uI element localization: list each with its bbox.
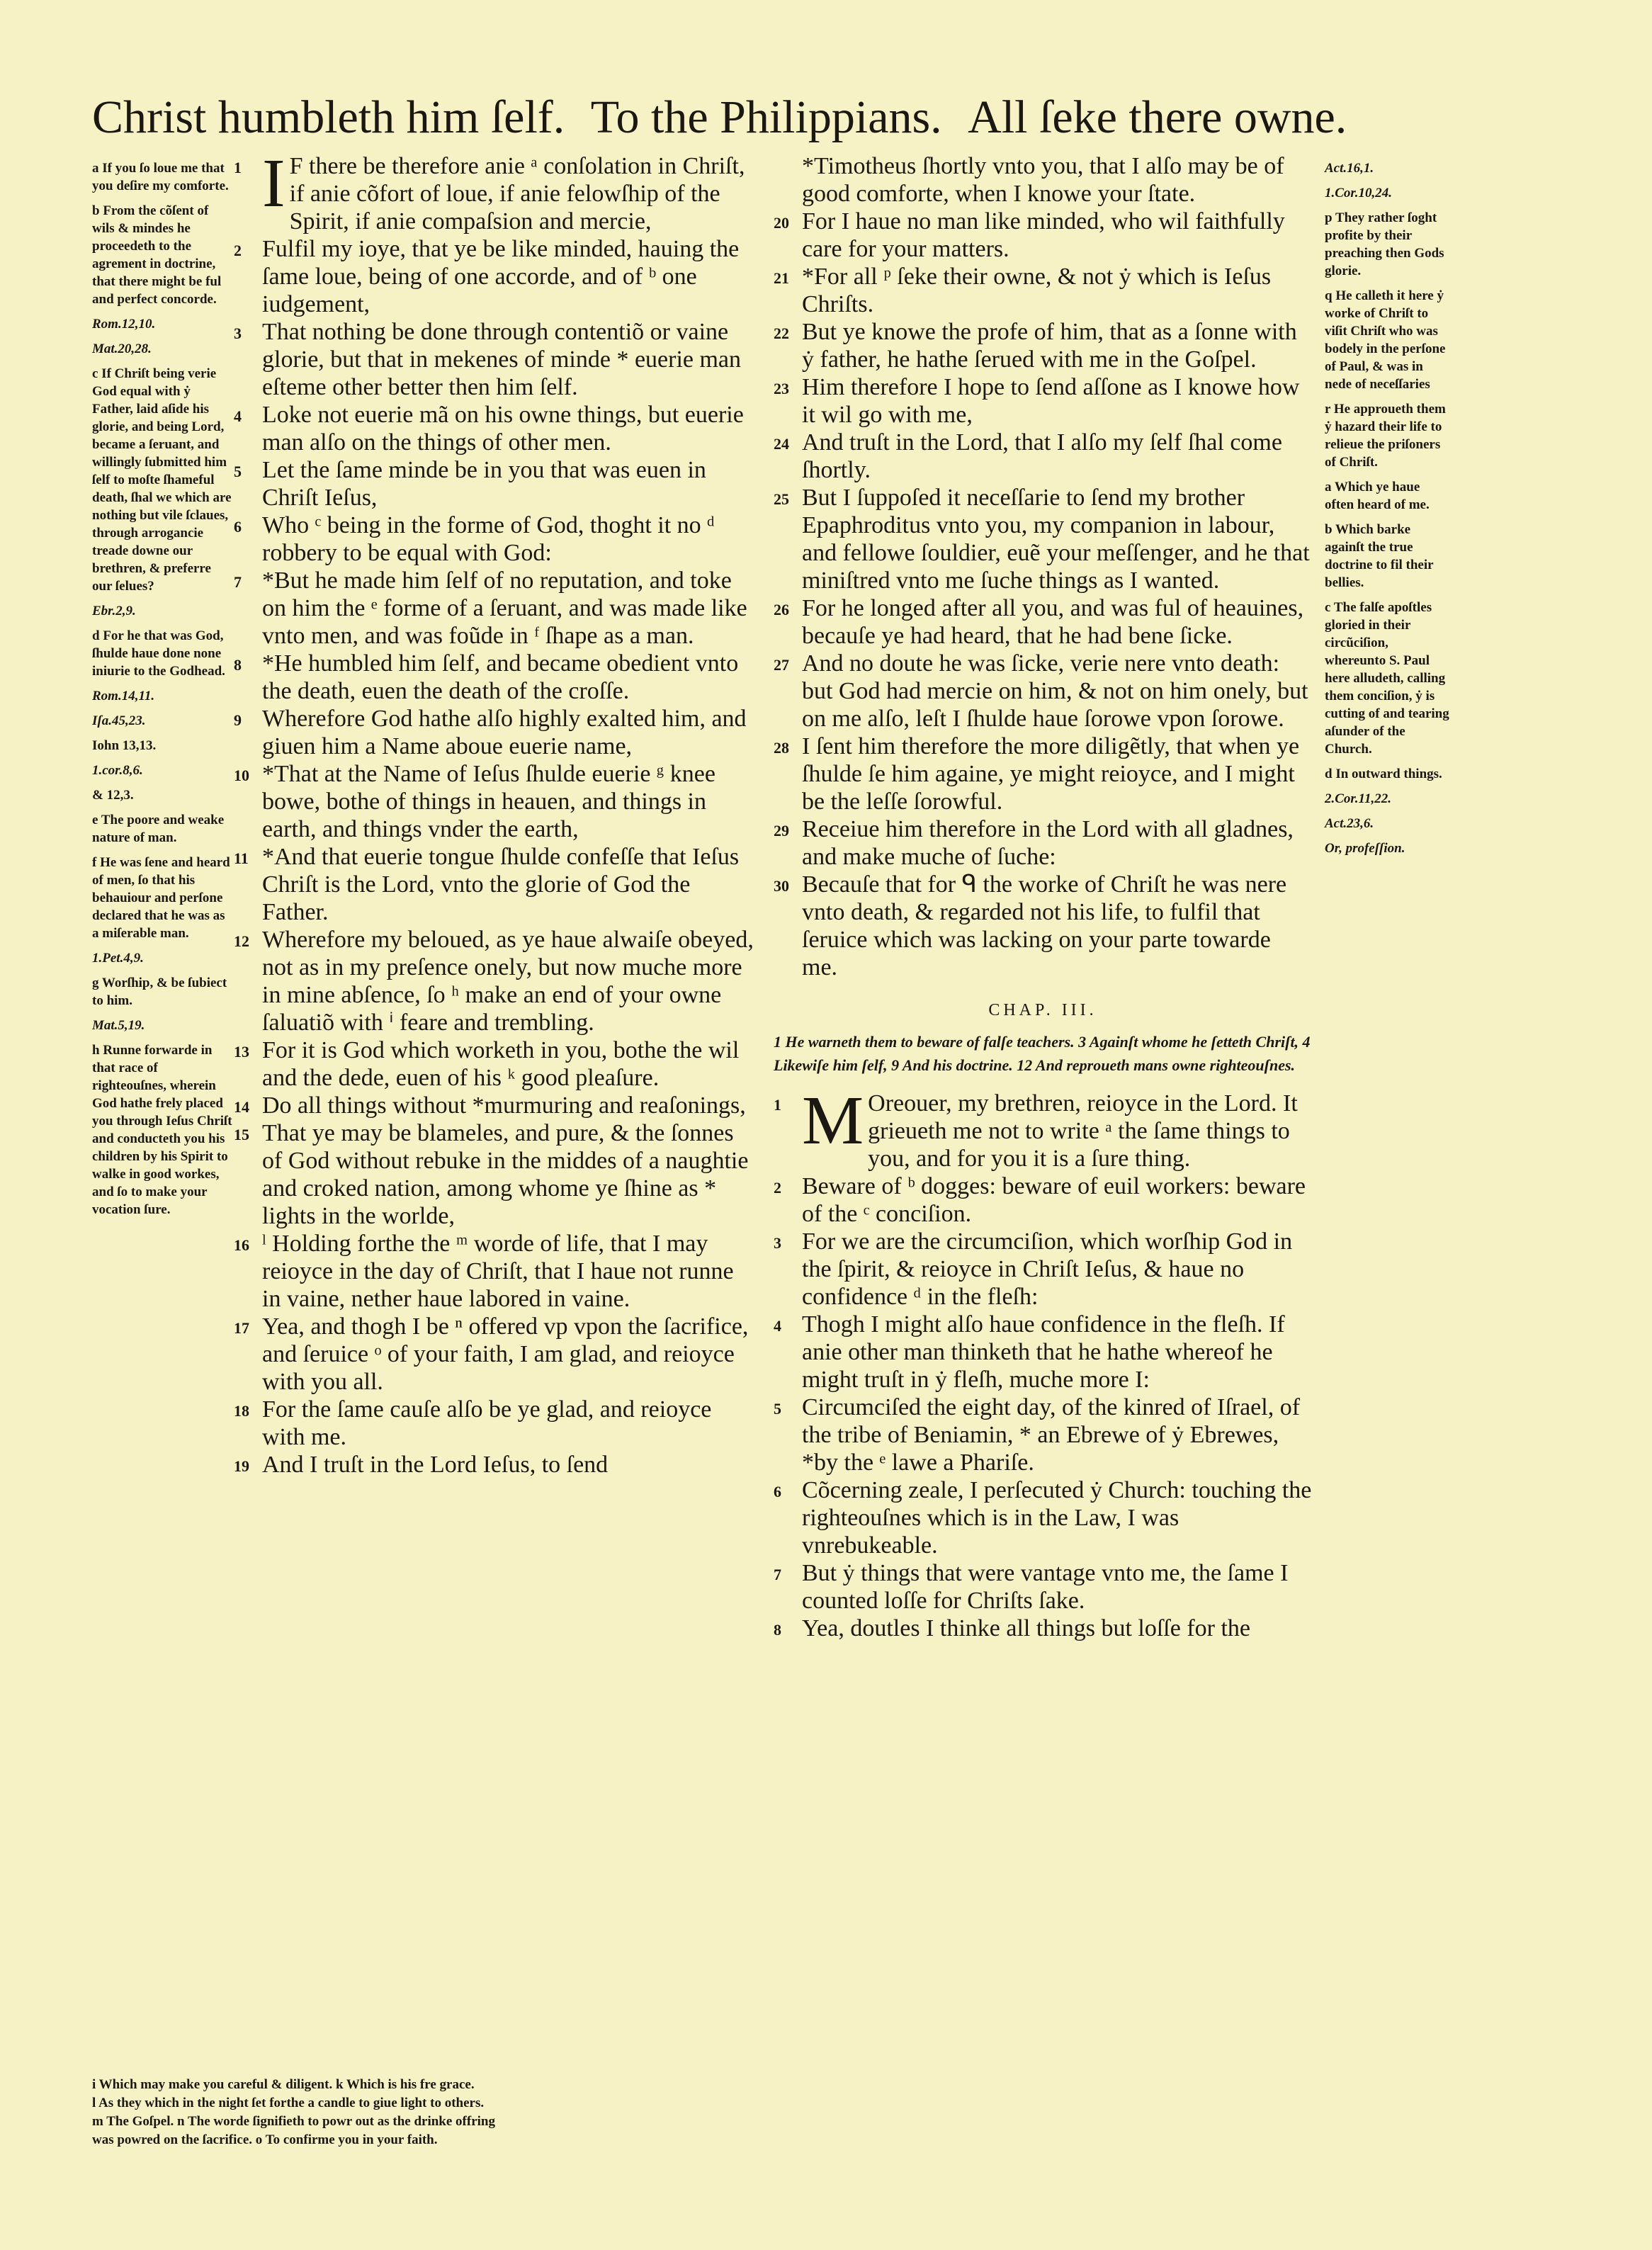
verse (234, 401, 758, 456)
verse-text: And I truſt in the Lord Ieſus, to ſend (262, 1452, 609, 1478)
verse-number: 26 (774, 601, 789, 618)
verse-text: And truſt in the Lord, that I alſo my ſelf ſhal come ſhortly. (802, 429, 1282, 483)
drop-cap: I (262, 145, 285, 222)
margin-note: f He was ſene and heard of men, ſo that his behauiour and perſone declared that he was as a miſerable man. (92, 855, 230, 941)
cross-reference: Or, profeſſion. (1325, 841, 1405, 856)
verse-number: 9 (234, 711, 242, 729)
margin-note: a If you ſo loue me that you deſire my comforte. (92, 161, 229, 193)
chapter-3-verses (774, 1082, 1312, 1642)
cross-reference: Iſa.45,23. (92, 713, 146, 728)
verse-text: For it is God which worketh in you, bothe the wil and the dede, euen of his ᵏ good pleaſure. (262, 1037, 740, 1091)
margin-note: p They rather ſoght profite by their preaching then Gods glorie. (1325, 210, 1444, 278)
verse-text: But I ſuppoſed it neceſſarie to ſend my brother Epaphroditus vnto you, my companion in labour, and fellowe ſouldier, euẽ your meſſenger, and he that miniſtred vnto me ſuche things as I wanted. (802, 485, 1310, 594)
verse-text: For the ſame cauſe alſo be ye glad, and reioyce with me. (262, 1396, 712, 1450)
verse (774, 152, 1312, 208)
margin-note: e The poore and weake nature of man. (92, 813, 225, 845)
right-text-column (774, 152, 1312, 1642)
verse (774, 1476, 1312, 1559)
verse (234, 235, 758, 318)
verse (774, 815, 1312, 871)
verse (774, 208, 1312, 263)
verse-number: 2 (234, 242, 242, 259)
verse (234, 1230, 758, 1313)
verse (234, 318, 758, 401)
verse (234, 705, 758, 760)
verse-text: Let the ſame minde be in you that was euen in Chriſt Ieſus, (262, 457, 706, 511)
verse-number: 1 (774, 1096, 781, 1114)
margin-note: g Worſhip, & be ſubiect to him. (92, 976, 227, 1008)
cross-reference: 1.Cor.10,24. (1325, 186, 1393, 200)
verse-text: But ẏ things that were vantage vnto me, the ſame I counted loſſe for Chriſts ſake. (802, 1560, 1289, 1614)
footnote-line: i Which may make you careful & diligent. k Which is his fre grace. (92, 2077, 475, 2092)
verse-number: 13 (234, 1043, 249, 1061)
verse-text: *That at the Name of Ieſus ſhulde euerie ᵍ knee bowe, bothe of things in heauen, and things in earth, and things vnder the earth, (262, 761, 715, 842)
verse (774, 1311, 1312, 1393)
verse-text: *And that euerie tongue ſhulde confeſſe that Ieſus Chriſt is the Lord, vnto the glorie of God the Father. (262, 844, 740, 925)
verse-number: 6 (774, 1483, 781, 1500)
cross-reference: Mat.5,19. (92, 1018, 145, 1033)
verse-number: 6 (234, 518, 242, 536)
verse (234, 1313, 758, 1396)
verse-number: 16 (234, 1236, 249, 1254)
verse-text: Cõcerning zeale, I perſecuted ẏ Church: touching the righteouſnes which is in the Law, I was vnrebukeable. (802, 1477, 1312, 1559)
verse-text: Loke not euerie mã on his owne things, but euerie man alſo on the things of other men. (262, 402, 744, 456)
verse (234, 145, 758, 235)
verse-number: 12 (234, 932, 249, 950)
verse-text: But ye knowe the profe of him, that as a ſonne with ẏ father, he hathe ſerued with me in the Goſpel. (802, 319, 1297, 373)
verse-number: 29 (774, 822, 789, 839)
margin-note: h Runne forwarde in that race of righteouſnes, wherein God hathe frely placed you through Ieſus Chriſt and conducteth you his children by his Spirit to walke in good workes, and ſo to make your vocation ſure. (92, 1043, 232, 1217)
verse-text: Yea, and thogh I be ⁿ offered vp vpon the ſacrifice, and ſeruice ᵒ of your faith, I am glad, and reioyce with you all. (262, 1313, 749, 1395)
verse-text: That ye may be blameles, and pure, & the ſonnes of God without rebuke in the middes of a naughtie and croked nation, among whome ye ſhine as * lights in the worlde, (262, 1120, 749, 1229)
verse-number: 28 (774, 739, 789, 757)
verse-number: 22 (774, 324, 789, 342)
footnotes (92, 2076, 758, 2149)
chapter-2-continuation (774, 152, 1312, 981)
verse-number: 7 (774, 1566, 781, 1583)
verse-text: Becauſe that for ᑫ the worke of Chriſt he was nere vnto death, & regarded not his life, to fulfil that ſeruice which was lacking on your parte towarde me. (802, 871, 1287, 980)
verse (234, 1396, 758, 1451)
verse-number: 25 (774, 490, 789, 508)
verse-number: 3 (774, 1234, 781, 1252)
verse-text: Oreouer, my brethren, reioyce in the Lord. It grieueth me not to write ᵃ the ſame things to you, and for you it is a ſure thing. (868, 1090, 1298, 1172)
verse-number: 18 (234, 1402, 249, 1420)
verse-text: For I haue no man like minded, who wil faithfully care for your matters. (802, 208, 1285, 262)
verse-number: 21 (774, 269, 789, 287)
verse-number: 1 (234, 159, 242, 176)
verse-text: *He humbled him ſelf, and became obedient vnto the death, euen the death of the croſſe. (262, 650, 739, 704)
verse (774, 1615, 1312, 1642)
margin-note: c The falſe apoſtles gloried in their circũciſion, whereunto S. Paul here alludeth, calling them conciſion, ẏ is cutting of and tearing aſunder of the Church. (1325, 600, 1449, 757)
verse (234, 511, 758, 567)
verse-number: 7 (234, 573, 242, 591)
margin-note: d In outward things. (1325, 767, 1442, 781)
header-right: All ſeke there owne. (968, 91, 1347, 143)
verse (234, 1036, 758, 1092)
verse-number: 20 (774, 214, 789, 232)
verse (234, 760, 758, 843)
verse (234, 1451, 758, 1479)
margin-note: r He approueth them ẏ hazard their life to relieue the priſoners of Chriſt. (1325, 402, 1446, 470)
verse (234, 567, 758, 650)
verse (774, 733, 1312, 815)
cross-reference: 2.Cor.11,22. (1325, 791, 1391, 806)
running-header (92, 84, 1452, 152)
chapter-heading: CHAP. III. (988, 1001, 1097, 1019)
cross-reference: Mat.20,28. (92, 341, 152, 356)
verse-text: Receiue him therefore in the Lord with all gladnes, and make muche of ſuche: (802, 816, 1294, 870)
verse-text: I ſent him therefore the more diligẽtly, that when ye ſhulde ſe him againe, ye might reioyce, and I might be the leſſe ſorowful. (802, 733, 1300, 815)
verse-number: 11 (234, 849, 249, 867)
verse-number: 30 (774, 877, 789, 895)
margin-note: c If Chriſt being verie God equal with ẏ Father, laid aſide his glorie, and being Lord, became a ſeruant, and willingly ſubmitted him ſelf to moſte ſhameful death, ſhal we which are nothing but vile ſclaues, through arrogancie treade downe our brethren, & preferre our ſelues? (92, 366, 232, 594)
verse (774, 650, 1312, 733)
cross-reference: Act.16,1. (1325, 161, 1374, 176)
verse (234, 456, 758, 511)
left-text-column (234, 145, 758, 1479)
verse (774, 484, 1312, 594)
verse-text: *For all ᵖ ſeke their owne, & not ẏ which is Ieſus Chriſts. (802, 264, 1272, 317)
verse (774, 1172, 1312, 1228)
footnote-line: m The Goſpel. n The worde ſignifieth to powr out as the drinke offring (92, 2114, 495, 2129)
verse (774, 871, 1312, 981)
margin-note: a Which ye haue often heard of me. (1325, 480, 1430, 512)
verse (774, 318, 1312, 373)
verse-number: 27 (774, 656, 789, 674)
verse-number: 24 (774, 435, 789, 453)
verse-number: 4 (774, 1317, 781, 1335)
verse (774, 373, 1312, 429)
verse (774, 1082, 1312, 1172)
verse-text: Wherefore my beloued, as ye haue alwaiſe obeyed, not as in my preſence onely, but now muche more in mine abſence, ſo ʰ make an end of your owne ſaluatiõ with ⁱ feare and trembling. (262, 927, 754, 1036)
verse-text: Do all things without *murmuring and reaſonings, (262, 1092, 746, 1119)
verse (774, 263, 1312, 318)
verse-text: That nothing be done through contentiõ or vaine glorie, but that in mekenes of minde * euerie man eſteme other better then him ſelf. (262, 319, 742, 400)
verse (234, 1119, 758, 1230)
verse-number: 3 (234, 324, 242, 342)
verse-number: 5 (234, 463, 242, 480)
verse-text: Fulfil my ioye, that ye be like minded, hauing the ſame loue, being of one accorde, and of ᵇ one iudgement, (262, 236, 740, 317)
cross-reference: Act.23,6. (1325, 816, 1374, 831)
verse (234, 1092, 758, 1119)
verse-text: *Timotheus ſhortly vnto you, that I alſo may be of good comforte, when I knowe your ſtate. (802, 153, 1284, 207)
margin-note: Iohn 13,13. (92, 738, 157, 753)
margin-note: b From the cõſent of wils & mindes he proceedeth to the agrement in doctrine, that there might be ful and perfect concorde. (92, 203, 222, 307)
chapter-argument: 1 He warneth them to beware of falſe teachers. 3 Againſt whome he ſetteth Chriſt, 4 Likewiſe him ſelf, 9 And his doctrine. 12 And reproueth mans owne righteouſnes. (774, 1033, 1311, 1074)
verse-number: 15 (234, 1126, 249, 1143)
verse-number: 8 (234, 656, 242, 674)
verse-number: 5 (774, 1400, 781, 1418)
verse-number: 8 (774, 1621, 781, 1639)
verse-text: For we are the circumciſion, which worſhip God in the ſpirit, & reioyce in Chriſt Ieſus, & haue no confidence ᵈ in the fleſh: (802, 1228, 1293, 1310)
cross-reference: Ebr.2,9. (92, 604, 136, 618)
verse-text: F there be therefore anie ᵃ conſolation in Chriſt, if anie cõfort of loue, if anie felowſhip of the Spirit, if anie compaſsion and mercie, (289, 153, 745, 234)
verse-number: 17 (234, 1319, 249, 1337)
margin-note: b Which barke againſt the true doctrine to fil their bellies. (1325, 522, 1434, 590)
footnote-line: l As they which in the night ſet forthe a candle to giue light to others. (92, 2096, 485, 2110)
verse-number: 2 (774, 1179, 781, 1197)
verse-number: 14 (234, 1098, 249, 1116)
verse (234, 843, 758, 926)
verse-number: 19 (234, 1457, 249, 1475)
verse-text: Who ᶜ being in the forme of God, thoght it no ᵈ robbery to be equal with God: (262, 512, 715, 566)
verse-number: 10 (234, 767, 249, 784)
verse-text: Beware of ᵇ dogges: beware of euil workers: beware of the ᶜ conciſion. (802, 1173, 1306, 1227)
verse-text: Him therefore I hope to ſend aſſone as I knowe how it wil go with me, (802, 374, 1300, 428)
verse (774, 594, 1312, 650)
cross-reference: 1.cor.8,6. (92, 763, 143, 778)
cross-reference: Rom.12,10. (92, 317, 156, 332)
verse-text: Thogh I might alſo haue confidence in the fleſh. If anie other man thinketh that he hathe whereof he might truſt in ẏ fleſh, muche more I: (802, 1311, 1285, 1393)
header-center: To the Philippians. (590, 91, 942, 143)
margin-note: & 12,3. (92, 788, 134, 803)
verse-number: 4 (234, 407, 242, 425)
verse-text: Yea, doutles I thinke all things but loſſe for the (802, 1615, 1251, 1641)
verse-text: Wherefore God hathe alſo highly exalted him, and giuen him a Name aboue euerie name, (262, 706, 747, 759)
header-left: Christ humbleth him ſelf. (92, 91, 565, 143)
margin-note: d For he that was God, ſhulde haue done none iniurie to the Godhead. (92, 628, 225, 679)
verse-text: *But he made him ſelf of no reputation, and toke on him the ᵉ forme of a ſeruant, and was made like vnto men, and was foũde in ᶠ ſhape as a man. (262, 567, 747, 649)
footnote-line: was powred on the ſacrifice. o To confirme you in your faith. (92, 2132, 438, 2147)
right-margin-notes (1325, 159, 1452, 864)
verse-text: ˡ Holding forthe the ᵐ worde of life, that I may reioyce in the day of Chriſt, that I haue not runne in vaine, nether haue labored in vaine. (262, 1231, 734, 1312)
verse-number: 23 (774, 380, 789, 397)
verse-text: Circumciſed the eight day, of the kinred of Iſrael, of the tribe of Beniamin, * an Ebrewe of ẏ Ebrewes, *by the ᵉ lawe a Phariſe. (802, 1394, 1301, 1476)
verse (774, 1393, 1312, 1476)
verse (774, 1559, 1312, 1615)
left-margin-notes (92, 159, 234, 1226)
verse-text: For he longed after all you, and was ful of heauines, becauſe ye had heard, that he had bene ſicke. (802, 595, 1304, 649)
verse (774, 429, 1312, 484)
verse-text: And no doute he was ſicke, verie nere vnto death: but God had mercie on him, & not on him onely, but on me alſo, leſt I ſhulde haue ſorowe vpon ſorowe. (802, 650, 1308, 732)
verse (234, 650, 758, 705)
verse (774, 1228, 1312, 1311)
drop-cap: M (802, 1082, 864, 1159)
cross-reference: 1.Pet.4,9. (92, 951, 144, 966)
margin-note: q He calleth it here ẏ worke of Chriſt to viſit Chriſt who was bodely in the perſone of Paul, & was in nede of neceſſaries (1325, 288, 1446, 392)
cross-reference: Rom.14,11. (92, 689, 155, 703)
verse (234, 926, 758, 1036)
